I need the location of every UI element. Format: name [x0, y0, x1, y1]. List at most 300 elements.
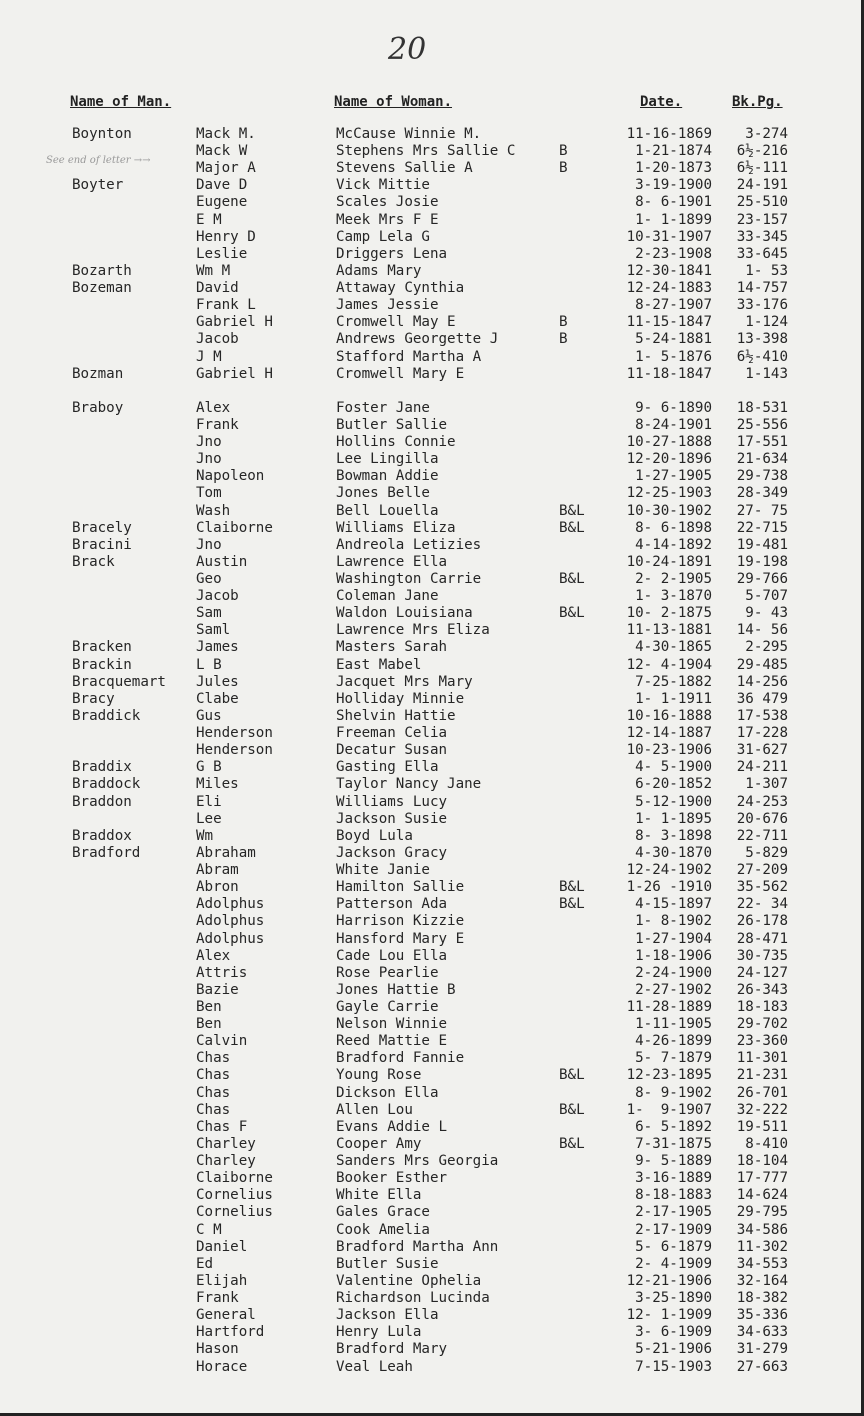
given-name-cell: Chas [196, 1067, 231, 1083]
woman-name-cell: Coleman Jane [336, 588, 439, 604]
given-name-cell: Mack M. [196, 126, 256, 142]
book-page-cell: 31-627 [736, 742, 788, 758]
woman-name-cell: Sanders Mrs Georgia [336, 1153, 499, 1169]
table-row [0, 314, 864, 331]
given-name-cell: Gabriel H [196, 314, 273, 330]
given-name-cell: Chas [196, 1085, 231, 1101]
woman-name-cell: Gayle Carrie [336, 999, 439, 1015]
woman-name-cell: Masters Sarah [336, 639, 448, 655]
date-cell: 8- 6-1901 [635, 194, 712, 210]
woman-name-cell: Allen Lou [336, 1102, 413, 1118]
book-page-cell: 29-485 [736, 657, 788, 673]
date-cell: 1-20-1873 [635, 160, 712, 176]
book-page-cell: 9- 43 [745, 605, 788, 621]
table-row [0, 366, 864, 383]
book-page-cell: 14-256 [736, 674, 788, 690]
given-name-cell: E M [196, 212, 222, 228]
table-row [0, 194, 864, 211]
woman-name-cell: Cromwell Mary E [336, 366, 465, 382]
table-row [0, 639, 864, 656]
note-cell: B&L [559, 503, 585, 519]
table-row [0, 1222, 864, 1239]
date-cell: 8- 6-1898 [635, 520, 712, 536]
woman-name-cell: Butler Susie [336, 1256, 439, 1272]
given-name-cell: Claiborne [196, 1170, 273, 1186]
header-date: Date. [640, 94, 683, 110]
date-cell: 2-17-1909 [635, 1222, 712, 1238]
book-page-cell: 22-711 [736, 828, 788, 844]
date-cell: 12-24-1883 [626, 280, 712, 296]
table-row [0, 605, 864, 622]
margin-note: See end of letter →→ [46, 155, 151, 166]
date-cell: 12-30-1841 [626, 263, 712, 279]
table-row [0, 588, 864, 605]
book-page-cell: 35-336 [736, 1307, 788, 1323]
woman-name-cell: Bradford Mary [336, 1341, 448, 1357]
woman-name-cell: Bell Louella [336, 503, 439, 519]
table-row [0, 845, 864, 862]
table-row [0, 1085, 864, 1102]
given-name-cell: Mack W [196, 143, 248, 159]
table-row [0, 229, 864, 246]
woman-name-cell: James Jessie [336, 297, 439, 313]
book-page-cell: 6½-111 [736, 160, 788, 176]
surname-cell: Braddix [72, 759, 132, 775]
book-page-cell: 20-676 [736, 811, 788, 827]
date-cell: 1-26 -1910 [626, 879, 712, 895]
table-row [0, 862, 864, 879]
date-cell: 4-15-1897 [635, 896, 712, 912]
book-page-cell: 19-481 [736, 537, 788, 553]
given-name-cell: Adolphus [196, 896, 265, 912]
given-name-cell: Calvin [196, 1033, 248, 1049]
given-name-cell: Major A [196, 160, 256, 176]
date-cell: 9- 6-1890 [635, 400, 712, 416]
table-row [0, 1359, 864, 1376]
table-row [0, 143, 864, 160]
note-cell: B&L [559, 879, 585, 895]
date-cell: 1- 1-1899 [635, 212, 712, 228]
date-cell: 10-24-1891 [626, 554, 712, 570]
date-cell: 12- 1-1909 [626, 1307, 712, 1323]
woman-name-cell: Jackson Susie [336, 811, 448, 827]
date-cell: 1- 3-1870 [635, 588, 712, 604]
date-cell: 10-23-1906 [626, 742, 712, 758]
table-row [0, 417, 864, 434]
date-cell: 4-14-1892 [635, 537, 712, 553]
surname-cell: Bradford [72, 845, 141, 861]
book-page-cell: 22- 34 [736, 896, 788, 912]
book-page-cell: 27-663 [736, 1359, 788, 1375]
table-row [0, 828, 864, 845]
table-row [0, 297, 864, 314]
book-page-cell: 29-738 [736, 468, 788, 484]
woman-name-cell: Shelvin Hattie [336, 708, 456, 724]
table-row [0, 965, 864, 982]
table-row [0, 896, 864, 913]
woman-name-cell: Freeman Celia [336, 725, 448, 741]
woman-name-cell: Cade Lou Ella [336, 948, 448, 964]
woman-name-cell: Boyd Lula [336, 828, 413, 844]
woman-name-cell: East Mabel [336, 657, 422, 673]
given-name-cell: Frank [196, 1290, 239, 1306]
surname-cell: Bracini [72, 537, 132, 553]
given-name-cell: Chas [196, 1102, 231, 1118]
woman-name-cell: Evans Addie L [336, 1119, 448, 1135]
book-page-cell: 6½-216 [736, 143, 788, 159]
book-page-cell: 18-531 [736, 400, 788, 416]
book-page-cell: 2-295 [745, 639, 788, 655]
book-page-cell: 26-343 [736, 982, 788, 998]
date-cell: 4-30-1865 [635, 639, 712, 655]
date-cell: 10-31-1907 [626, 229, 712, 245]
date-cell: 2-24-1900 [635, 965, 712, 981]
table-row [0, 331, 864, 348]
book-page-cell: 6½-410 [736, 349, 788, 365]
date-cell: 6-20-1852 [635, 776, 712, 792]
date-cell: 7-31-1875 [635, 1136, 712, 1152]
date-cell: 12-21-1906 [626, 1273, 712, 1289]
given-name-cell: Abron [196, 879, 239, 895]
surname-cell: Bracken [72, 639, 132, 655]
woman-name-cell: White Ella [336, 1187, 422, 1203]
book-page-cell: 22-715 [736, 520, 788, 536]
table-row [0, 263, 864, 280]
book-page-cell: 35-562 [736, 879, 788, 895]
table-row [0, 674, 864, 691]
given-name-cell: Charley [196, 1153, 256, 1169]
table-row [0, 948, 864, 965]
given-name-cell: Austin [196, 554, 248, 570]
table-row [0, 879, 864, 896]
table-row [0, 759, 864, 776]
woman-name-cell: Andreola Letizies [336, 537, 482, 553]
note-cell: B [559, 314, 568, 330]
given-name-cell: Henderson [196, 725, 273, 741]
woman-name-cell: Gasting Ella [336, 759, 439, 775]
woman-name-cell: Richardson Lucinda [336, 1290, 490, 1306]
woman-name-cell: Hansford Mary E [336, 931, 465, 947]
woman-name-cell: Vick Mittie [336, 177, 430, 193]
table-row [0, 725, 864, 742]
book-page-cell: 11-301 [736, 1050, 788, 1066]
book-page-cell: 24-253 [736, 794, 788, 810]
woman-name-cell: Waldon Louisiana [336, 605, 473, 621]
woman-name-cell: Lawrence Ella [336, 554, 448, 570]
surname-cell: Boyter [72, 177, 124, 193]
book-page-cell: 14- 56 [736, 622, 788, 638]
book-page-cell: 1-124 [745, 314, 788, 330]
date-cell: 2- 4-1909 [635, 1256, 712, 1272]
table-row [0, 742, 864, 759]
book-page-cell: 34-633 [736, 1324, 788, 1340]
given-name-cell: Wash [196, 503, 231, 519]
woman-name-cell: Dickson Ella [336, 1085, 439, 1101]
book-page-cell: 34-586 [736, 1222, 788, 1238]
table-row [0, 811, 864, 828]
given-name-cell: Lee [196, 811, 222, 827]
given-name-cell: Cornelius [196, 1187, 273, 1203]
table-row [0, 1170, 864, 1187]
given-name-cell: Ben [196, 999, 222, 1015]
note-cell: B&L [559, 896, 585, 912]
date-cell: 5- 6-1879 [635, 1239, 712, 1255]
book-page-cell: 8-410 [745, 1136, 788, 1152]
woman-name-cell: Stevens Sallie A [336, 160, 473, 176]
given-name-cell: Wm M [196, 263, 231, 279]
note-cell: B&L [559, 1136, 585, 1152]
table-row [0, 1067, 864, 1084]
woman-name-cell: Taylor Nancy Jane [336, 776, 482, 792]
table-row [0, 434, 864, 451]
date-cell: 1-27-1905 [635, 468, 712, 484]
woman-name-cell: Jacquet Mrs Mary [336, 674, 473, 690]
book-page-cell: 33-645 [736, 246, 788, 262]
woman-name-cell: Decatur Susan [336, 742, 448, 758]
table-row [0, 177, 864, 194]
table-row [0, 1016, 864, 1033]
table-row [0, 349, 864, 366]
table-row [0, 400, 864, 417]
date-cell: 1-11-1905 [635, 1016, 712, 1032]
given-name-cell: Adolphus [196, 931, 265, 947]
woman-name-cell: Booker Esther [336, 1170, 448, 1186]
book-page-cell: 18-104 [736, 1153, 788, 1169]
table-row [0, 1033, 864, 1050]
given-name-cell: G B [196, 759, 222, 775]
woman-name-cell: Stephens Mrs Sallie C [336, 143, 516, 159]
book-page-cell: 27-209 [736, 862, 788, 878]
table-row [0, 913, 864, 930]
woman-name-cell: Foster Jane [336, 400, 430, 416]
woman-name-cell: Jones Hattie B [336, 982, 456, 998]
woman-name-cell: Jones Belle [336, 485, 430, 501]
table-row [0, 1273, 864, 1290]
book-page-cell: 25-510 [736, 194, 788, 210]
woman-name-cell: Scales Josie [336, 194, 439, 210]
table-row [0, 794, 864, 811]
given-name-cell: Claiborne [196, 520, 273, 536]
woman-name-cell: Cromwell May E [336, 314, 456, 330]
note-cell: B&L [559, 520, 585, 536]
given-name-cell: Frank L [196, 297, 256, 313]
book-page-cell: 33-176 [736, 297, 788, 313]
woman-name-cell: White Janie [336, 862, 430, 878]
given-name-cell: James [196, 639, 239, 655]
given-name-cell: Jacob [196, 331, 239, 347]
book-page-cell: 32-222 [736, 1102, 788, 1118]
book-page-cell: 1- 53 [745, 263, 788, 279]
header-name-of-woman: Name of Woman. [334, 94, 453, 110]
book-page-cell: 30-735 [736, 948, 788, 964]
book-page-cell: 29-702 [736, 1016, 788, 1032]
book-page-cell: 18-382 [736, 1290, 788, 1306]
book-page-cell: 27- 75 [736, 503, 788, 519]
date-cell: 5-12-1900 [635, 794, 712, 810]
table-row [0, 691, 864, 708]
given-name-cell: C M [196, 1222, 222, 1238]
date-cell: 10-16-1888 [626, 708, 712, 724]
given-name-cell: Adolphus [196, 913, 265, 929]
book-page-cell: 28-349 [736, 485, 788, 501]
book-page-cell: 21-231 [736, 1067, 788, 1083]
book-page-cell: 17-538 [736, 708, 788, 724]
date-cell: 12-20-1896 [626, 451, 712, 467]
given-name-cell: Charley [196, 1136, 256, 1152]
book-page-cell: 1-143 [745, 366, 788, 382]
surname-cell: Bozeman [72, 280, 132, 296]
woman-name-cell: Valentine Ophelia [336, 1273, 482, 1289]
date-cell: 1-27-1904 [635, 931, 712, 947]
date-cell: 4-30-1870 [635, 845, 712, 861]
woman-name-cell: Meek Mrs F E [336, 212, 439, 228]
table-row [0, 246, 864, 263]
woman-name-cell: Hamilton Sallie [336, 879, 465, 895]
book-page-cell: 34-553 [736, 1256, 788, 1272]
date-cell: 1-21-1874 [635, 143, 712, 159]
given-name-cell: Saml [196, 622, 231, 638]
note-cell: B [559, 143, 568, 159]
book-page-cell: 18-183 [736, 999, 788, 1015]
book-page-cell: 14-624 [736, 1187, 788, 1203]
book-page-cell: 29-795 [736, 1204, 788, 1220]
table-row [0, 126, 864, 143]
woman-name-cell: Holliday Minnie [336, 691, 465, 707]
table-row [0, 485, 864, 502]
woman-name-cell: Attaway Cynthia [336, 280, 465, 296]
woman-name-cell: Gales Grace [336, 1204, 430, 1220]
date-cell: 8- 3-1898 [635, 828, 712, 844]
date-cell: 2- 2-1905 [635, 571, 712, 587]
woman-name-cell: Rose Pearlie [336, 965, 439, 981]
date-cell: 3-19-1900 [635, 177, 712, 193]
table-row [0, 1324, 864, 1341]
book-page-cell: 11-302 [736, 1239, 788, 1255]
given-name-cell: Alex [196, 400, 231, 416]
table-row [0, 571, 864, 588]
woman-name-cell: Young Rose [336, 1067, 422, 1083]
date-cell: 10- 2-1875 [626, 605, 712, 621]
date-cell: 4- 5-1900 [635, 759, 712, 775]
table-row [0, 554, 864, 571]
table-row [0, 999, 864, 1016]
table-row [0, 160, 864, 177]
table-row [0, 1050, 864, 1067]
table-row [0, 280, 864, 297]
date-cell: 12-23-1895 [626, 1067, 712, 1083]
woman-name-cell: Hollins Connie [336, 434, 456, 450]
table-row [0, 1307, 864, 1324]
book-page-cell: 17-551 [736, 434, 788, 450]
table-row [0, 1136, 864, 1153]
given-name-cell: David [196, 280, 239, 296]
book-page-cell: 36 479 [736, 691, 788, 707]
book-page-cell: 13-398 [736, 331, 788, 347]
woman-name-cell: Cook Amelia [336, 1222, 430, 1238]
date-cell: 10-27-1888 [626, 434, 712, 450]
book-page-cell: 26-701 [736, 1085, 788, 1101]
given-name-cell: Gabriel H [196, 366, 273, 382]
date-cell: 1- 9-1907 [626, 1102, 712, 1118]
given-name-cell: Sam [196, 605, 222, 621]
date-cell: 7-15-1903 [635, 1359, 712, 1375]
book-page-cell: 21-634 [736, 451, 788, 467]
table-row [0, 1256, 864, 1273]
given-name-cell: Elijah [196, 1273, 248, 1289]
woman-name-cell: Cooper Amy [336, 1136, 422, 1152]
surname-cell: Bracely [72, 520, 132, 536]
given-name-cell: Hartford [196, 1324, 265, 1340]
surname-cell: Brackin [72, 657, 132, 673]
given-name-cell: Henry D [196, 229, 256, 245]
woman-name-cell: Stafford Martha A [336, 349, 482, 365]
woman-name-cell: Harrison Kizzie [336, 913, 465, 929]
given-name-cell: Tom [196, 485, 222, 501]
book-page-cell: 24-211 [736, 759, 788, 775]
given-name-cell: Daniel [196, 1239, 248, 1255]
given-name-cell: Frank [196, 417, 239, 433]
given-name-cell: Cornelius [196, 1204, 273, 1220]
book-page-cell: 5-707 [745, 588, 788, 604]
woman-name-cell: Adams Mary [336, 263, 422, 279]
given-name-cell: Chas [196, 1050, 231, 1066]
given-name-cell: Attris [196, 965, 248, 981]
woman-name-cell: McCause Winnie M. [336, 126, 482, 142]
note-cell: B&L [559, 605, 585, 621]
table-row [0, 1102, 864, 1119]
date-cell: 12- 4-1904 [626, 657, 712, 673]
book-page-cell: 19-511 [736, 1119, 788, 1135]
table-row [0, 520, 864, 537]
book-page-cell: 5-829 [745, 845, 788, 861]
woman-name-cell: Washington Carrie [336, 571, 482, 587]
date-cell: 5- 7-1879 [635, 1050, 712, 1066]
date-cell: 6- 5-1892 [635, 1119, 712, 1135]
table-row [0, 451, 864, 468]
woman-name-cell: Butler Sallie [336, 417, 448, 433]
date-cell: 8-18-1883 [635, 1187, 712, 1203]
given-name-cell: Eugene [196, 194, 248, 210]
given-name-cell: Ed [196, 1256, 214, 1272]
given-name-cell: Wm [196, 828, 214, 844]
woman-name-cell: Bowman Addie [336, 468, 439, 484]
given-name-cell: Dave D [196, 177, 248, 193]
date-cell: 7-25-1882 [635, 674, 712, 690]
book-page-cell: 19-198 [736, 554, 788, 570]
table-row [0, 1239, 864, 1256]
table-row [0, 931, 864, 948]
note-cell: B&L [559, 1067, 585, 1083]
note-cell: B&L [559, 1102, 585, 1118]
given-name-cell: Geo [196, 571, 222, 587]
date-cell: 3- 6-1909 [635, 1324, 712, 1340]
given-name-cell: Alex [196, 948, 231, 964]
book-page-cell: 25-556 [736, 417, 788, 433]
table-row [0, 1204, 864, 1221]
table-row [0, 1187, 864, 1204]
book-page-cell: 14-757 [736, 280, 788, 296]
date-cell: 3-16-1889 [635, 1170, 712, 1186]
book-page-cell: 24-191 [736, 177, 788, 193]
date-cell: 11-15-1847 [626, 314, 712, 330]
given-name-cell: Ben [196, 1016, 222, 1032]
book-page-cell: 1-307 [745, 776, 788, 792]
woman-name-cell: Camp Lela G [336, 229, 430, 245]
given-name-cell: Chas F [196, 1119, 248, 1135]
date-cell: 8-27-1907 [635, 297, 712, 313]
given-name-cell: Miles [196, 776, 239, 792]
surname-cell: Boynton [72, 126, 132, 142]
